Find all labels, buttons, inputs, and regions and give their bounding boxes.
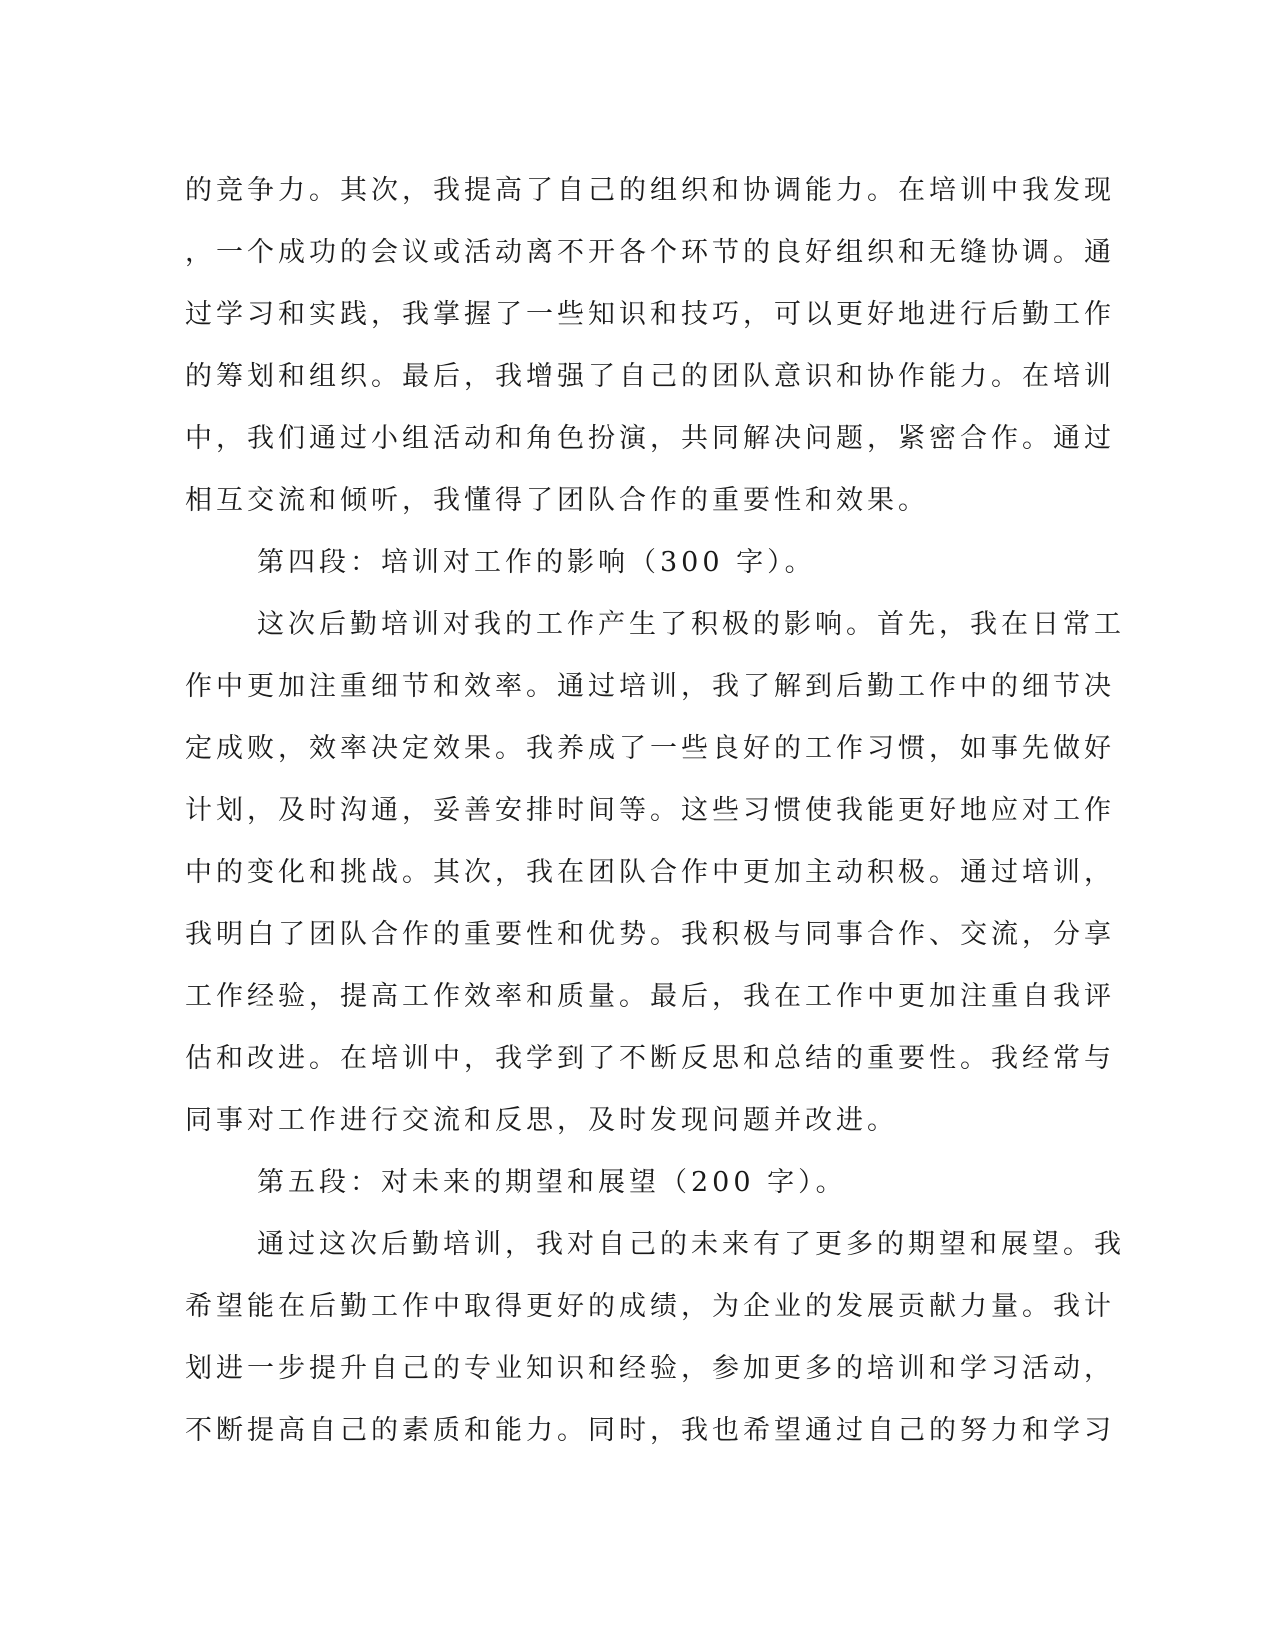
text-line: 过学习和实践，我掌握了一些知识和技巧，可以更好地进行后勤工作: [185, 299, 1115, 330]
text-line: 定成败，效率决定效果。我养成了一些良好的工作习惯，如事先做好: [185, 733, 1115, 764]
text-line: 计划，及时沟通，妥善安排时间等。这些习惯使我能更好地应对工作: [185, 795, 1115, 826]
text-line: 我明白了团队合作的重要性和优势。我积极与同事合作、交流，分享: [185, 919, 1115, 950]
text-line: 估和改进。在培训中，我学到了不断反思和总结的重要性。我经常与: [185, 1043, 1115, 1074]
section-heading-5: 第五段：对未来的期望和展望（200 字）。: [257, 1167, 847, 1198]
text-line: 的筹划和组织。最后，我增强了自己的团队意识和协作能力。在培训: [185, 361, 1115, 392]
text-line: 相互交流和倾听，我懂得了团队合作的重要性和效果。: [185, 485, 929, 516]
text-line: 的竞争力。其次，我提高了自己的组织和协调能力。在培训中我发现: [185, 175, 1115, 206]
paragraph-first-line: 这次后勤培训对我的工作产生了积极的影响。首先，我在日常工: [257, 609, 1125, 640]
section-heading-4: 第四段：培训对工作的影响（300 字）。: [257, 547, 816, 578]
text-line: 作中更加注重细节和效率。通过培训，我了解到后勤工作中的细节决: [185, 671, 1115, 702]
text-line: 希望能在后勤工作中取得更好的成绩，为企业的发展贡献力量。我计: [185, 1291, 1115, 1322]
text-line: 同事对工作进行交流和反思，及时发现问题并改进。: [185, 1105, 898, 1136]
text-line: 中，我们通过小组活动和角色扮演，共同解决问题，紧密合作。通过: [185, 423, 1115, 454]
text-line: 划进一步提升自己的专业知识和经验，参加更多的培训和学习活动，: [185, 1353, 1115, 1384]
text-line: ，一个成功的会议或活动离不开各个环节的良好组织和无缝协调。通: [185, 237, 1115, 268]
text-line: 中的变化和挑战。其次，我在团队合作中更加主动积极。通过培训，: [185, 857, 1115, 888]
paragraph-first-line: 通过这次后勤培训，我对自己的未来有了更多的期望和展望。我: [257, 1229, 1125, 1260]
text-line: 工作经验，提高工作效率和质量。最后，我在工作中更加注重自我评: [185, 981, 1115, 1012]
body-text: [185, 160, 1125, 1462]
text-line: 不断提高自己的素质和能力。同时，我也希望通过自己的努力和学习: [185, 1415, 1115, 1446]
